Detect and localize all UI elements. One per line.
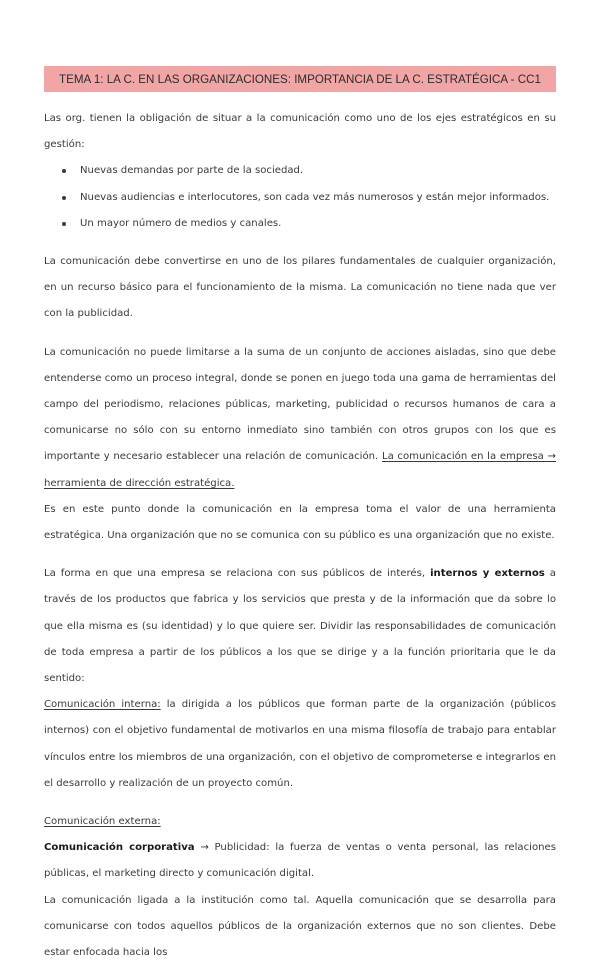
- bold-term: internos y externos: [430, 568, 545, 580]
- paragraph-publics: [44, 561, 556, 692]
- document-body: [44, 106, 556, 966]
- paragraph-internal-communication: [44, 692, 556, 797]
- paragraph-text: → Publicidad: la fuerza de ventas o venta personal, las relaciones públicas, el marketing directo y comunicación digital.: [44, 842, 556, 880]
- paragraph-corporate: [44, 835, 556, 887]
- paragraph-text: la dirigida a los públicos que forman parte de la organización (públicos internos) con el objetivo fundamental de motivarlos en una misma filosofía de trabajo para entablar vínculos entre los miembros de una organización, con el objetivo de comprometerse e integrarlos en el desarrollo y realización de un proyecto común.: [44, 699, 556, 789]
- title-banner: [44, 66, 556, 92]
- intro-paragraph: Las org. tienen la obligación de situar a la comunicación como uno de los ejes estratégicos en su gestión:: [44, 113, 556, 151]
- paragraph-text: a través de los productos que fabrica y los servicios que presta y de la información que da sobre lo que ella misma es (su identidad) y lo que quiere ser. Dividir las responsabilidades de comunicación de toda empresa a partir de los públicos a los que se dirige y a la función prioritaria que le da sentido:: [44, 568, 556, 685]
- paragraph-strategic-value: Es en este punto donde la comunicación en la empresa toma el valor de una herramienta estratégica. Una organización que no se comunica con su público es una organización que no existe.: [44, 503, 556, 542]
- paragraph-integral-process: [44, 340, 556, 497]
- paragraph-institution: La comunicación ligada a la institución como tal. Aquella comunicación que se desarrolla para comunicarse con todos aquellos públicos de la organización externos que no son clientes. Debe estar enfocada hacia los: [44, 894, 556, 959]
- page-title: TEMA 1: LA C. EN LAS ORGANIZACIONES: IMPORTANCIA DE LA C. ESTRATÉGICA - CC1: [59, 72, 541, 86]
- list-item: Un mayor número de medios y canales.: [80, 211, 556, 237]
- paragraph-text: La comunicación no puede limitarse a la suma de un conjunto de acciones aisladas, sino que debe entenderse como un proceso integral, donde se ponen en juego toda una gama de herramientas del campo del periodismo, relaciones públicas, marketing, publicidad o recursos humanos de cara a comunicarse no sólo con su entorno inmediato sino también con otros grupos con los que es importante y necesario establecer una relación de comunicación.: [44, 346, 556, 463]
- list-item: Nuevas audiencias e interlocutores, son cada vez más numerosos y están mejor informados.: [80, 185, 556, 211]
- list-item: Nuevas demandas por parte de la sociedad.: [80, 158, 556, 184]
- paragraph-text: La forma en que una empresa se relaciona con sus públicos de interés,: [44, 568, 426, 580]
- paragraph-pillars: La comunicación debe convertirse en uno de los pilares fundamentales de cualquier organización, en un recurso básico para el funcionamiento de la misma. La comunicación no tiene nada que ver con la publicidad.: [44, 256, 556, 320]
- external-label: Comunicación externa:: [44, 816, 161, 828]
- internal-label: Comunicación interna:: [44, 699, 161, 711]
- external-heading: [44, 809, 556, 835]
- underlined-heading: La comunicación en la empresa → herramienta de dirección estratégica.: [44, 451, 556, 489]
- bold-term: Comunicación corporativa: [44, 842, 195, 854]
- bullet-list: [44, 158, 556, 237]
